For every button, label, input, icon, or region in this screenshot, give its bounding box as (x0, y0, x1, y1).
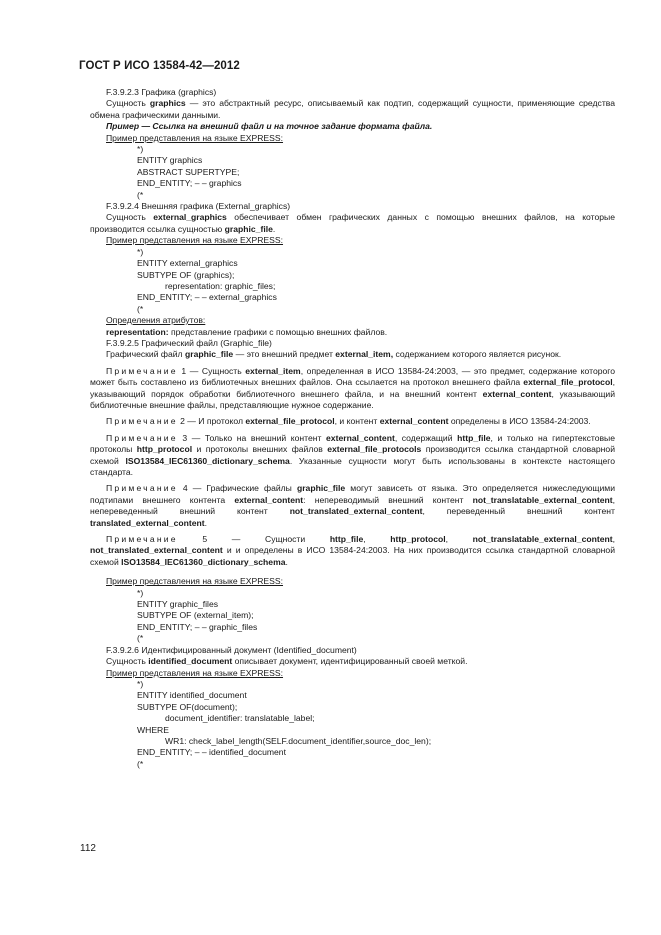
code-line: *) (137, 587, 144, 598)
text: Сущность (106, 656, 149, 667)
text: , указывающий порядок обработки библиотечного внешнего файла, и на внешний контент (90, 377, 615, 399)
code-line: SUBTYPE OF (graphics); (137, 269, 235, 280)
section-heading-external-graphics: F.3.9.2.4 Внешняя графика (External_graphics) (106, 201, 291, 212)
attribute-name: representation: (106, 326, 169, 337)
text: Сущность (106, 212, 154, 223)
code-line: (* (137, 758, 144, 769)
note-label: Примечание (106, 534, 178, 545)
text: , содержащий (394, 432, 458, 443)
term: http_file (457, 432, 491, 443)
code-line: document_identifier: translatable_label; (165, 713, 315, 724)
code-line: ENTITY external_graphics (137, 258, 238, 269)
text: — это внешний предмет (233, 349, 336, 360)
code-line: END_ENTITY; – – identified_document (137, 747, 286, 758)
note-2 (90, 416, 615, 427)
text: Сущность (106, 98, 150, 109)
text: 4 — Графические файлы (177, 483, 297, 494)
text: содержанием которого является рисунок. (393, 349, 562, 360)
text: — это абстрактный ресурс, описываемый как подтип, содержащий сущности, применяющие средства обмена графическими данными. (90, 98, 616, 120)
text: . Указанные сущности могут быть использованы в контексте настоящего стандарта. (90, 455, 615, 477)
text: производится ссылка стандартной словарной схемой (90, 444, 616, 466)
term: identified_document (148, 656, 233, 667)
paragraph-identified-document (90, 656, 615, 667)
code-line: END_ENTITY; – – external_graphics (137, 292, 277, 303)
express-label: Пример представления на языке EXPRESS: (106, 132, 284, 143)
term: http_protocol (390, 534, 446, 545)
code-line: WR1: check_label_length(SELF.document_identifier,source_doc_len); (165, 735, 432, 746)
text: представление графики с помощью внешних файлов. (168, 326, 388, 337)
text: , (363, 534, 391, 545)
term: external_content (234, 494, 304, 505)
term: translated_external_content (90, 517, 205, 528)
term: external_content (482, 388, 552, 399)
text: , определенная в ИСО 13584-24:2003, — это предмет, содержание которого может быть составлено из библиотечных внешних файлов. Она ссылается на протокол внешнего файла (90, 365, 616, 388)
text: . (204, 517, 208, 528)
text: , непереведенный внешний контент (90, 494, 615, 517)
express-label: Пример представления на языке EXPRESS: (106, 576, 284, 587)
text: 3 — Только на внешний контент (177, 432, 327, 443)
code-line: (* (137, 189, 144, 200)
express-label: Пример представления на языке EXPRESS: (106, 235, 284, 246)
attribute-definition (90, 327, 615, 338)
text: определены в ИСО 13584-24:2003. (448, 416, 591, 427)
code-line: SUBTYPE OF (external_item); (137, 610, 254, 621)
code-line: WHERE (137, 724, 169, 735)
code-line: ABSTRACT SUPERTYPE; (137, 166, 240, 177)
term: graphics (149, 98, 186, 109)
term: not_translatable_external_content (472, 534, 613, 545)
text: , и только на гипертекстовые протоколы (90, 432, 616, 455)
note-5 (90, 534, 615, 568)
term: http_file (329, 534, 364, 545)
note-3 (90, 433, 615, 479)
section-heading-identified-document: F.3.9.2.6 Идентифицированный документ (Identified_document) (106, 644, 357, 655)
express-label: Пример представления на языке EXPRESS: (106, 667, 284, 678)
text: Графический файл (106, 349, 185, 360)
text: . (272, 223, 276, 234)
term: ISO13584_IEC61360_dictionary_schema (121, 556, 286, 567)
term: graphic_file (296, 483, 346, 494)
term: external_item, (335, 349, 394, 360)
text: , (445, 534, 473, 545)
term: graphic_file (224, 223, 273, 234)
text: , указывающий библиотечные внешние файлы, представляющие нужное содержание. (90, 388, 616, 410)
term: not_translatable_external_content (472, 494, 613, 505)
text: 5 — Сущности (177, 534, 330, 545)
term: http_protocol (136, 444, 193, 455)
code-line: representation: graphic_files; (165, 280, 276, 291)
note-1 (90, 366, 615, 412)
page-header: ГОСТ Р ИСО 13584-42—2012 (79, 60, 240, 72)
paragraph-external-graphics (90, 212, 615, 235)
attributes-heading: Определения атрибутов: (106, 315, 206, 326)
code-line: *) (137, 246, 144, 257)
note-label: Примечание (106, 365, 178, 376)
text: : непереводимый внешний контент (303, 494, 473, 505)
term: external_content (379, 416, 449, 427)
term: external_file_protocol (523, 377, 613, 388)
section-heading-graphics: F.3.9.2.3 Графика (graphics) (106, 87, 217, 97)
term: not_translated_external_content (289, 506, 423, 517)
code-line: ENTITY identified_document (137, 690, 247, 701)
text: 1 — Сущность (177, 365, 246, 376)
text: , переведенный внешний контент (422, 506, 615, 517)
term: external_content (326, 432, 395, 443)
term: not_translated_external_content (90, 545, 223, 556)
note-label: Примечание (106, 432, 178, 443)
text: , (612, 534, 615, 545)
text: описывает документ, идентифицированный своей меткой. (232, 656, 468, 667)
paragraph-graphic-file (90, 349, 615, 360)
paragraph-graphics (90, 98, 615, 121)
code-line: ENTITY graphic_files (137, 599, 219, 610)
page-content (90, 87, 615, 770)
code-line: *) (137, 144, 144, 155)
term: ISO13584_IEC61360_dictionary_schema (125, 455, 290, 466)
example-heading: Пример — Ссылка на внешний файл и на точное задание формата файла. (106, 121, 433, 132)
text: и и определены в ИСО 13584-24:2003. На них производится ссылка стандартной словарной схемой (90, 545, 615, 567)
code-line: SUBTYPE OF(document); (137, 701, 238, 712)
note-4 (90, 483, 615, 529)
term: external_file_protocol (245, 416, 335, 427)
code-line: *) (137, 678, 144, 689)
term: external_item (245, 365, 301, 376)
code-line: ENTITY graphics (137, 155, 203, 166)
note-label: Примечание (106, 416, 178, 427)
text: обеспечивает обмен графических данных с помощью внешних файлов, на которые производится ссылка сущностью (90, 212, 615, 234)
text: могут зависеть от языка. Это определяется нижеследующими подтипами внешнего контента (90, 483, 616, 505)
text: 2 — И протокол (177, 416, 246, 427)
page-number: 112 (80, 843, 96, 854)
text: . (285, 556, 288, 567)
code-line: (* (137, 633, 144, 644)
term: external_file_protocols (327, 444, 422, 455)
section-heading-graphic-file: F.3.9.2.5 Графический файл (Graphic_file) (106, 337, 272, 348)
code-line: END_ENTITY; – – graphics (137, 178, 242, 189)
code-line: END_ENTITY; – – graphic_files (137, 621, 258, 632)
text: и протоколы внешних файлов (192, 444, 328, 455)
note-label: Примечание (106, 483, 178, 494)
code-line: (* (137, 303, 144, 314)
term: graphic_file (184, 349, 234, 360)
text: , и контент (334, 416, 380, 427)
term: external_graphics (153, 212, 227, 223)
